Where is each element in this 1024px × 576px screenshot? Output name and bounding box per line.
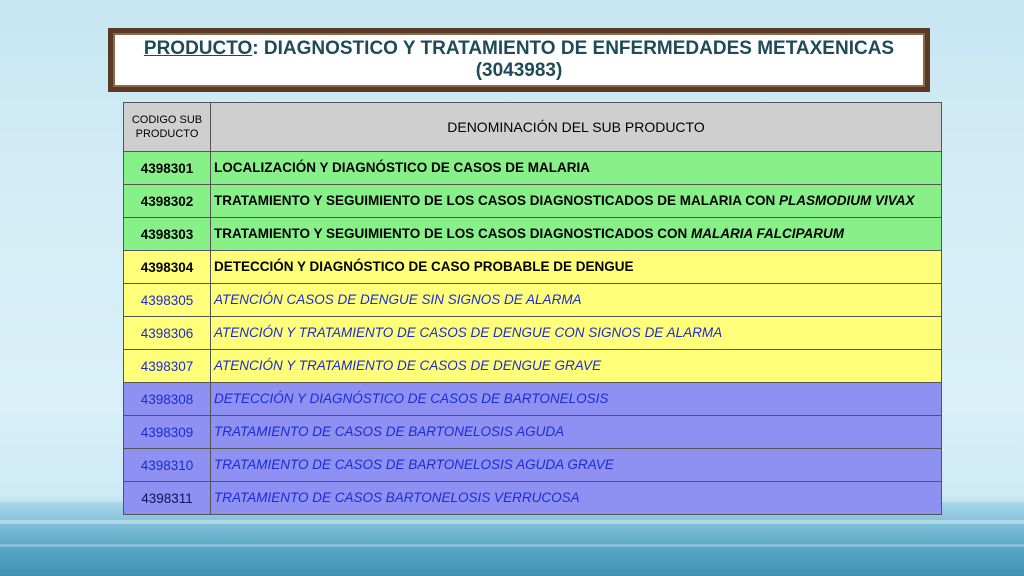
row-name: ATENCIÓN CASOS DE DENGUE SIN SIGNOS DE ALARMA	[211, 284, 942, 317]
table-row	[124, 350, 942, 383]
row-code: 4398307	[124, 350, 211, 383]
table-row	[124, 317, 942, 350]
title-prefix: PRODUCTO	[143, 38, 253, 59]
header-code: CODIGO SUB PRODUCTO	[124, 103, 211, 152]
title-text: : DIAGNOSTICO Y TRATAMIENTO DE ENFERMEDADES METAXENICAS	[252, 38, 895, 59]
row-code: 4398305	[124, 284, 211, 317]
row-name	[211, 185, 942, 218]
row-code: 4398310	[124, 449, 211, 482]
row-name: TRATAMIENTO DE CASOS BARTONELOSIS VERRUCOSA	[211, 482, 942, 515]
table-row	[124, 284, 942, 317]
row-name	[211, 218, 942, 251]
table-row	[124, 482, 942, 515]
row-name-text: TRATAMIENTO Y SEGUIMIENTO DE LOS CASOS DIAGNOSTICADOS CON	[214, 226, 692, 241]
row-code: 4398306	[124, 317, 211, 350]
row-code: 4398308	[124, 383, 211, 416]
table-row	[124, 383, 942, 416]
title-code: (3043983)	[475, 60, 563, 81]
header-name: DENOMINACIÓN DEL SUB PRODUCTO	[211, 103, 942, 152]
row-code: 4398304	[124, 251, 211, 284]
row-name: TRATAMIENTO DE CASOS DE BARTONELOSIS AGUDA	[211, 416, 942, 449]
row-name-species: PLASMODIUM VIVAX	[779, 193, 915, 208]
slide-title	[108, 28, 930, 92]
row-name: ATENCIÓN Y TRATAMIENTO DE CASOS DE DENGUE GRAVE	[211, 350, 942, 383]
row-name-species: MALARIA FALCIPARUM	[691, 226, 845, 241]
row-name: LOCALIZACIÓN Y DIAGNÓSTICO DE CASOS DE MALARIA	[211, 152, 942, 185]
row-code: 4398302	[124, 185, 211, 218]
row-name: ATENCIÓN Y TRATAMIENTO DE CASOS DE DENGUE CON SIGNOS DE ALARMA	[211, 317, 942, 350]
table-row	[124, 449, 942, 482]
subproduct-table	[123, 102, 942, 515]
table-row	[124, 152, 942, 185]
table-row	[124, 251, 942, 284]
row-code: 4398311	[124, 482, 211, 515]
title-line-1	[144, 38, 894, 60]
table-header-row	[124, 103, 942, 152]
row-name: TRATAMIENTO DE CASOS DE BARTONELOSIS AGUDA GRAVE	[211, 449, 942, 482]
row-code: 4398303	[124, 218, 211, 251]
table-row	[124, 218, 942, 251]
row-name: DETECCIÓN Y DIAGNÓSTICO DE CASOS DE BARTONELOSIS	[211, 383, 942, 416]
row-name-text: TRATAMIENTO Y SEGUIMIENTO DE LOS CASOS DIAGNOSTICADOS DE MALARIA CON	[214, 193, 780, 208]
table-row	[124, 416, 942, 449]
row-name: DETECCIÓN Y DIAGNÓSTICO DE CASO PROBABLE DE DENGUE	[211, 251, 942, 284]
table-row	[124, 185, 942, 218]
row-code: 4398301	[124, 152, 211, 185]
row-code: 4398309	[124, 416, 211, 449]
